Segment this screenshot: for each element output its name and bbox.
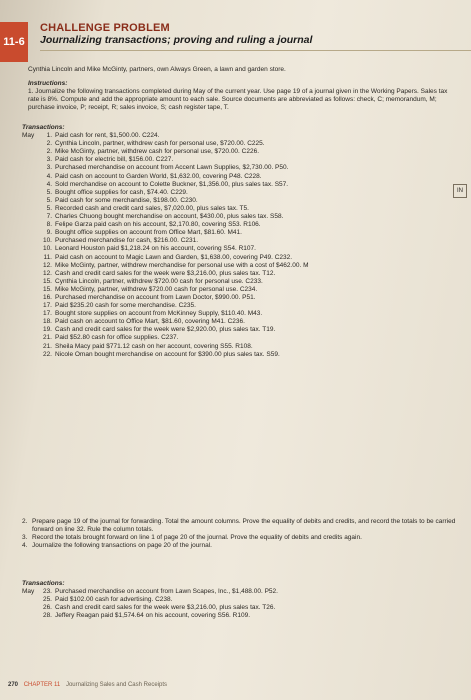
transaction-date: 4.	[46, 180, 52, 188]
chapter-title: Journalizing Sales and Cash Receipts	[65, 682, 167, 688]
transaction-text: Paid $52.80 cash for office supplies. C237.	[55, 334, 179, 342]
transaction-month	[22, 173, 38, 181]
transactions-list-2	[22, 580, 457, 620]
transaction-date: 25.	[42, 596, 52, 604]
transaction-date: 11.	[43, 253, 52, 261]
transaction-month	[22, 245, 38, 253]
transaction-text: Sheila Macy paid $771.12 cash on her account, covering S55. R108.	[55, 342, 253, 350]
transaction-row	[22, 148, 457, 156]
transaction-row	[22, 140, 457, 148]
transaction-text: Bought office supplies for cash, $74.40. C229.	[55, 188, 188, 196]
transaction-row	[22, 213, 457, 221]
transaction-month	[22, 254, 38, 262]
transaction-text: Bought store supplies on account from McKinney Supply, $110.40. M43.	[55, 310, 263, 318]
transaction-month	[22, 302, 38, 310]
transaction-row	[22, 294, 457, 302]
transaction-row	[22, 181, 457, 189]
transaction-month	[22, 140, 38, 148]
transaction-text: Paid cash for some merchandise, $198.00. C230.	[55, 196, 198, 204]
transaction-text: Paid $235.20 cash for some merchandise. C235.	[55, 302, 196, 310]
transaction-date: 2.	[46, 140, 52, 148]
transaction-date: 19.	[42, 326, 52, 334]
transaction-month	[22, 310, 38, 318]
transaction-row	[22, 173, 457, 181]
transaction-date: 16.	[42, 293, 52, 301]
transactions-list	[22, 124, 457, 359]
transaction-month	[22, 156, 38, 164]
transaction-date: 3.	[46, 164, 52, 172]
instructions-block	[28, 80, 458, 112]
transaction-row	[22, 604, 457, 612]
instructions-label: Instructions:	[28, 80, 68, 87]
transaction-row	[22, 270, 457, 278]
transaction-text: Purchased merchandise on account from Lawn Doctor, $990.00. P51.	[55, 293, 256, 301]
transaction-row	[22, 229, 457, 237]
transaction-month	[22, 189, 38, 197]
transaction-date: 23.	[42, 588, 52, 596]
transaction-month	[22, 351, 38, 359]
transaction-row	[22, 205, 457, 213]
transaction-month	[22, 604, 38, 612]
transaction-month	[22, 262, 38, 270]
transaction-date: 26.	[42, 604, 52, 612]
transaction-text: Paid cash for rent, $1,500.00. C224.	[55, 132, 160, 140]
transaction-date: 21.	[42, 342, 52, 350]
transaction-row	[22, 318, 457, 326]
transaction-text: Paid $102.00 cash for advertising. C238.	[55, 596, 173, 604]
transaction-date: 17.	[42, 310, 52, 318]
problem-intro: Cynthia Lincoln and Mike McGinty, partners, own Always Green, a lawn and garden store.	[28, 66, 286, 73]
transaction-row	[22, 164, 457, 172]
transaction-text: Paid cash for electric bill, $156.00. C227.	[55, 156, 174, 164]
step-number: 2.	[22, 518, 28, 525]
step-text: Record the totals brought forward on line 1 of page 20 of the journal. Prove the equality of debits and credits again.	[32, 534, 362, 542]
transaction-month	[22, 148, 38, 156]
transaction-text: Purchased merchandise for cash, $216.00. C231.	[55, 237, 199, 245]
step-text: Prepare page 19 of the journal for forwarding. Total the amount columns. Prove the equality of debits and credits, and record the totals to be carried forward on line 32. Rule the column totals.	[32, 518, 456, 534]
transaction-month	[22, 229, 38, 237]
instruction-step	[22, 534, 457, 542]
transaction-row	[22, 343, 457, 351]
transaction-date: 5.	[46, 188, 52, 196]
transaction-text: Mike McGinty, partner, withdrew merchandise for personal use with a cost of $462.00. M	[55, 261, 309, 269]
transaction-text: Charles Chuong bought merchandise on account, $430.00, plus sales tax. S58.	[55, 213, 284, 221]
transaction-row	[22, 237, 457, 245]
transaction-month	[22, 205, 38, 213]
step-text: Journalize the following transactions on page 20 of the journal.	[32, 542, 212, 550]
problem-subtitle: Journalizing transactions; proving and ruling a journal	[40, 34, 313, 46]
transaction-text: Bought office supplies on account from Office Mart, $81.60. M41.	[55, 229, 242, 237]
transaction-row	[22, 326, 457, 334]
instruction-step	[22, 518, 457, 534]
transaction-month	[22, 237, 38, 245]
header-divider	[40, 50, 471, 51]
transaction-month	[22, 278, 38, 286]
transaction-text: Paid cash on account to Magic Lawn and Garden, $1,638.00, covering P49. C232.	[55, 253, 293, 261]
transaction-row	[22, 197, 457, 205]
transaction-month: May	[22, 132, 35, 140]
margin-tab: IN	[453, 184, 467, 198]
transaction-date: 15.	[42, 285, 52, 293]
transaction-text: Felipe Garza paid cash on his account, $2,170.80, covering S53. R106.	[55, 221, 261, 229]
transaction-date: 5.	[46, 196, 52, 204]
transaction-month	[22, 294, 38, 302]
transaction-month	[22, 334, 38, 342]
transaction-month	[22, 197, 38, 205]
transaction-text: Jeffery Reagan paid $1,574.64 on his account, covering S56. R109.	[55, 612, 251, 620]
transaction-row	[22, 351, 457, 359]
problem-title: CHALLENGE PROBLEM	[40, 22, 170, 34]
transaction-text: Sold merchandise on account to Colette Buckner, $1,356.00, plus sales tax. S57.	[55, 180, 289, 188]
page-number: 270	[8, 682, 19, 688]
transaction-row	[22, 245, 457, 253]
transaction-date: 18.	[42, 318, 52, 326]
instruction-step	[22, 542, 457, 550]
transaction-text: Purchased merchandise on account from Lawn Scapes, Inc., $1,488.00. P52.	[55, 588, 278, 596]
transaction-row	[22, 189, 457, 197]
transaction-date: 28.	[42, 612, 52, 620]
transaction-row	[22, 596, 457, 604]
transaction-text: Cynthia Lincoln, partner, withdrew $720.00 cash for personal use. C233.	[55, 277, 263, 285]
transaction-month	[22, 612, 38, 620]
transaction-date: 1.	[46, 132, 52, 140]
transaction-row	[22, 156, 457, 164]
transaction-month: May	[22, 588, 35, 596]
transaction-text: Mike McGinty, partner, withdrew cash for personal use, $720.00. C226.	[55, 148, 260, 156]
transaction-date: 15.	[42, 277, 52, 285]
transaction-date: 3.	[46, 156, 52, 164]
transaction-row	[22, 334, 457, 342]
transaction-month	[22, 596, 38, 604]
transaction-row	[22, 588, 457, 596]
transaction-text: Paid cash on account to Garden World, $1,632.00, covering P48. C228.	[55, 172, 262, 180]
steps-list	[22, 518, 457, 550]
transaction-date: 4.	[46, 172, 52, 180]
transactions-label-2: Transactions:	[22, 580, 65, 587]
transaction-text: Purchased merchandise on account from Accent Lawn Supplies, $2,730.00. P50.	[55, 164, 289, 172]
transaction-date: 10.	[42, 237, 52, 245]
transaction-row	[22, 612, 457, 620]
step-number: 4.	[22, 542, 28, 550]
transaction-row	[22, 254, 457, 262]
transaction-month	[22, 343, 38, 351]
transaction-text: Mike McGinty, partner, withdrew $720.00 cash for personal use. C234.	[55, 285, 258, 293]
transaction-date: 2.	[46, 148, 52, 156]
transaction-date: 21.	[42, 334, 52, 342]
transaction-row	[22, 310, 457, 318]
transaction-row	[22, 278, 457, 286]
transaction-text: Cash and credit card sales for the week were $3,216.00, plus sales tax. T26.	[55, 604, 276, 612]
transaction-date: 5.	[46, 204, 52, 212]
transaction-month	[22, 164, 38, 172]
transaction-month	[22, 270, 38, 278]
transaction-text: Recorded cash and credit card sales, $7,020.00, plus sales tax. T5.	[55, 204, 249, 212]
transaction-month	[22, 326, 38, 334]
transaction-month	[22, 213, 38, 221]
transaction-date: 17.	[42, 302, 52, 310]
transaction-row	[22, 262, 457, 270]
transaction-text: Cash and credit card sales for the week were $3,216.00, plus sales tax. T12.	[55, 269, 276, 277]
transaction-date: 22.	[42, 350, 52, 358]
problem-number-badge: 11-6	[0, 22, 28, 62]
transaction-date: 7.	[46, 213, 52, 221]
transaction-text: Nicole Oman bought merchandise on account for $390.00 plus sales tax. S59.	[55, 350, 280, 358]
transaction-date: 12.	[42, 261, 52, 269]
transaction-row	[22, 302, 457, 310]
transaction-row	[22, 132, 457, 140]
problem-header	[0, 22, 471, 62]
transaction-text: Paid cash on account to Office Mart, $81.60, covering M41. C236.	[55, 318, 245, 326]
transaction-row	[22, 221, 457, 229]
step-number: 3.	[22, 534, 28, 542]
transaction-text: Cash and credit card sales for the week were $2,920.00, plus sales tax. T19.	[55, 326, 276, 334]
transaction-month	[22, 286, 38, 294]
page-footer	[8, 682, 167, 688]
transaction-text: Cynthia Lincoln, partner, withdrew cash for personal use, $720.00. C225.	[55, 140, 265, 148]
transaction-date: 12.	[42, 269, 52, 277]
chapter-label: CHAPTER 11	[23, 682, 61, 688]
transaction-month	[22, 318, 38, 326]
transactions-label: Transactions:	[22, 124, 65, 131]
transaction-date: 9.	[46, 229, 52, 237]
transaction-date: 8.	[46, 221, 52, 229]
transaction-date: 10.	[42, 245, 52, 253]
transaction-month	[22, 221, 38, 229]
transaction-text: Leonard Houston paid $1,218.24 on his account, covering S54. R107.	[55, 245, 256, 253]
transaction-row	[22, 286, 457, 294]
instructions-text: 1. Journalize the following transactions completed during May of the current year. Use page 19 of a journal given in the Working Papers. Sales tax rate is 8%. Compute and add the appropriate amount to each sale. Source documents are abbreviated as follows: check, C; memorandum, M; purchase invoice, P; receipt, R; sales invoice, S; cash register tape, T.	[28, 88, 448, 111]
transaction-month	[22, 181, 38, 189]
